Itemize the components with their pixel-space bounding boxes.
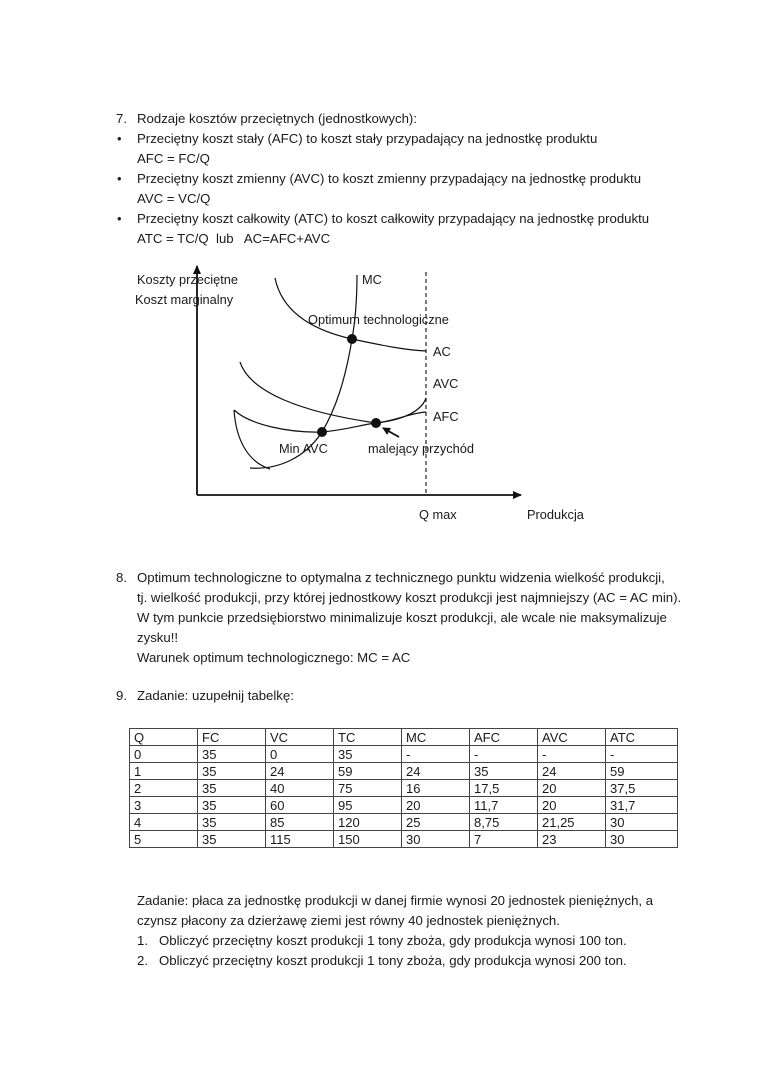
qmax-label: Q max xyxy=(419,507,457,522)
afc-formula: AFC = FC/Q xyxy=(137,151,210,166)
table-cell: 20 xyxy=(402,797,470,814)
table-cell: 35 xyxy=(334,746,402,763)
atc-formula: ATC = TC/Q lub AC=AFC+AVC xyxy=(137,231,331,246)
header-cell: VC xyxy=(266,729,334,746)
table-cell: 8,75 xyxy=(470,814,538,831)
table-cell: 3 xyxy=(130,797,198,814)
table-cell: 59 xyxy=(606,763,678,780)
section-9-number: 9. xyxy=(116,688,127,703)
section-7-number: 7. xyxy=(116,111,127,126)
cost-table xyxy=(129,728,678,848)
task-item-number: 2. xyxy=(137,953,148,968)
section-8-line-4: zysku!! xyxy=(137,630,179,645)
task-item-2: Obliczyć przeciętny koszt produkcji 1 tony zboża, gdy produkcja wynosi 200 ton. xyxy=(159,953,627,968)
table-cell: 35 xyxy=(198,780,266,797)
table-cell: 0 xyxy=(266,746,334,763)
mc-curve xyxy=(250,275,357,468)
table-cell: 24 xyxy=(266,763,334,780)
section-8-line-1: Optimum technologiczne to optymalna z technicznego punktu widzenia wielkość produkcji, xyxy=(137,570,665,585)
table-cell: 20 xyxy=(538,797,606,814)
afc-curve xyxy=(234,410,426,432)
optimum-label: Optimum technologiczne xyxy=(308,312,449,327)
table-cell: 60 xyxy=(266,797,334,814)
task-item-number: 1. xyxy=(137,933,148,948)
table-cell: 35 xyxy=(198,814,266,831)
optimum-point xyxy=(347,334,357,344)
table-row xyxy=(130,746,678,763)
min-avc-label: Min AVC xyxy=(279,441,328,456)
table-cell: 35 xyxy=(470,763,538,780)
table-cell: 59 xyxy=(334,763,402,780)
afc-definition: Przeciętny koszt stały (AFC) to koszt stały przypadający na jednostkę produktu xyxy=(137,131,598,146)
table-cell: 85 xyxy=(266,814,334,831)
table-cell: 30 xyxy=(402,831,470,848)
table-cell: 35 xyxy=(198,763,266,780)
table-cell: - xyxy=(538,746,606,763)
table-cell: 40 xyxy=(266,780,334,797)
table-cell: 5 xyxy=(130,831,198,848)
x-axis-label: Produkcja xyxy=(527,507,584,522)
table-cell: 17,5 xyxy=(470,780,538,797)
table-cell: 25 xyxy=(402,814,470,831)
table-cell: 4 xyxy=(130,814,198,831)
diminishing-returns-point xyxy=(371,418,381,428)
bullet-icon: • xyxy=(117,171,122,186)
table-cell: 30 xyxy=(606,814,678,831)
avc-label: AVC xyxy=(433,376,459,391)
table-cell: 21,25 xyxy=(538,814,606,831)
section-8-line-2: tj. wielkość produkcji, przy której jednostkowy koszt produkcji jest najmniejszy (AC = AC min). xyxy=(137,590,682,605)
table-cell: 35 xyxy=(198,746,266,763)
table-row xyxy=(130,814,678,831)
table-row xyxy=(130,763,678,780)
avc-formula: AVC = VC/Q xyxy=(137,191,211,206)
table-cell: 24 xyxy=(538,763,606,780)
mc-lower-hook xyxy=(234,410,270,469)
min-avc-point xyxy=(317,427,327,437)
atc-definition: Przeciętny koszt całkowity (ATC) to koszt całkowity przypadający na jednostkę produktu xyxy=(137,211,650,226)
section-8-number: 8. xyxy=(116,570,127,585)
table-row xyxy=(130,780,678,797)
y-axis-label-avg-costs: Koszty przeciętne xyxy=(137,272,239,287)
table-cell: 2 xyxy=(130,780,198,797)
task-item-1: Obliczyć przeciętny koszt produkcji 1 tony zboża, gdy produkcja wynosi 100 ton. xyxy=(159,933,627,948)
mc-label: MC xyxy=(362,272,382,287)
avc-curve xyxy=(240,362,426,423)
table-cell: 7 xyxy=(470,831,538,848)
table-cell: - xyxy=(470,746,538,763)
table-cell: 0 xyxy=(130,746,198,763)
section-7-title: Rodzaje kosztów przeciętnych (jednostkowych): xyxy=(137,111,417,126)
table-cell: 20 xyxy=(538,780,606,797)
table-cell: 24 xyxy=(402,763,470,780)
table-cell: 75 xyxy=(334,780,402,797)
diminishing-arrow xyxy=(383,428,399,437)
table-row xyxy=(130,797,678,814)
table-cell: 30 xyxy=(606,831,678,848)
table-cell: 35 xyxy=(198,831,266,848)
header-cell: AVC xyxy=(538,729,606,746)
table-header-row xyxy=(130,729,678,746)
section-8-line-5: Warunek optimum technologicznego: MC = AC xyxy=(137,650,411,665)
table-cell: 37,5 xyxy=(606,780,678,797)
diminishing-returns-label: malejący przychód xyxy=(368,441,474,456)
header-cell: MC xyxy=(402,729,470,746)
header-cell: Q xyxy=(130,729,198,746)
table-cell: 16 xyxy=(402,780,470,797)
task-intro-line-1: Zadanie: płaca za jednostkę produkcji w danej firmie wynosi 20 jednostek pieniężnych, a xyxy=(137,893,654,908)
avc-definition: Przeciętny koszt zmienny (AVC) to koszt zmienny przypadający na jednostkę produktu xyxy=(137,171,642,186)
table-cell: 120 xyxy=(334,814,402,831)
table-cell: - xyxy=(606,746,678,763)
table-cell: 35 xyxy=(198,797,266,814)
table-row xyxy=(130,831,678,848)
table-cell: 115 xyxy=(266,831,334,848)
table-cell: 95 xyxy=(334,797,402,814)
table-cell: 1 xyxy=(130,763,198,780)
header-cell: AFC xyxy=(470,729,538,746)
afc-label: AFC xyxy=(433,409,459,424)
table-cell: - xyxy=(402,746,470,763)
ac-label: AC xyxy=(433,344,451,359)
y-axis-label-marginal-cost: Koszt marginalny xyxy=(135,292,234,307)
table-cell: 31,7 xyxy=(606,797,678,814)
header-cell: TC xyxy=(334,729,402,746)
table-cell: 11,7 xyxy=(470,797,538,814)
header-cell: FC xyxy=(198,729,266,746)
bullet-icon: • xyxy=(117,131,122,146)
header-cell: ATC xyxy=(606,729,678,746)
bullet-icon: • xyxy=(117,211,122,226)
table-cell: 150 xyxy=(334,831,402,848)
section-8-line-3: W tym punkcie przedsiębiorstwo minimalizuje koszt produkcji, ale wcale nie maksymalizuje xyxy=(137,610,667,625)
section-9-title: Zadanie: uzupełnij tabelkę: xyxy=(137,688,294,703)
table-cell: 23 xyxy=(538,831,606,848)
task-intro-line-2: czynsz płacony za dzierżawę ziemi jest równy 40 jednostek pieniężnych. xyxy=(137,913,560,928)
